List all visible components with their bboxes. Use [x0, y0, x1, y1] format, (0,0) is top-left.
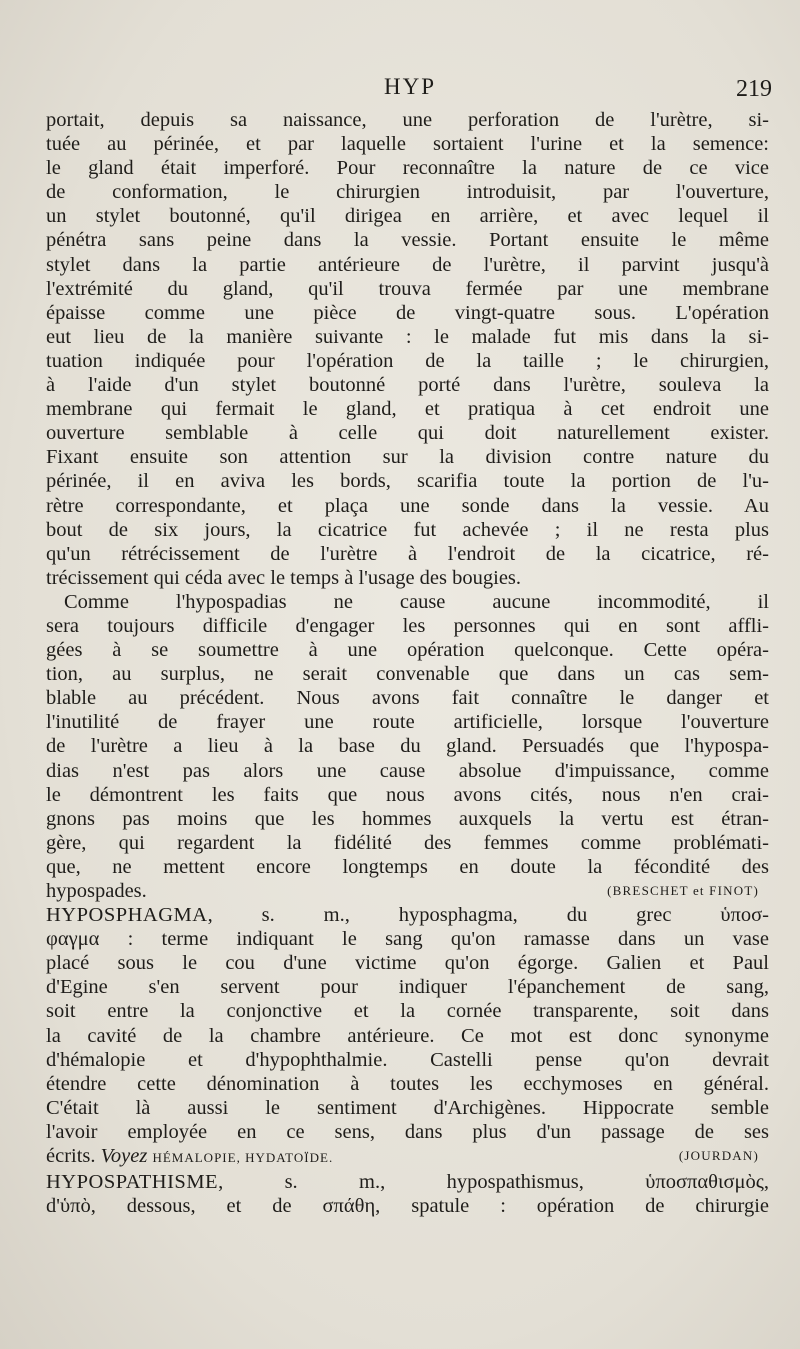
author-signature: (BRESCHET et FINOT) — [607, 883, 759, 898]
hypospadias-paragraph-1 — [46, 108, 769, 590]
text-fragment: hypospades. — [46, 880, 147, 902]
entry-headword: HYPOSPHAGMA — [46, 904, 208, 927]
text-line: d'ὑπὸ, dessous, et de σπάθη, spatule : opération de chirurgie — [46, 1195, 769, 1218]
text-line: eut lieu de la manière suivante : le malade fut mis dans la si- — [46, 325, 769, 348]
text-line: soit entre la conjonctive et la cornée transparente, soit dans — [46, 1000, 769, 1023]
text-line: la cavité de la chambre antérieure. Ce mot est donc synonyme — [46, 1024, 769, 1047]
running-head: HYP — [383, 74, 436, 99]
text-line — [46, 1144, 769, 1170]
text-line: à l'aide d'un stylet boutonné porté dans l'urètre, souleva la — [46, 374, 769, 397]
text-line: l'inutilité de frayer une route artificielle, lorsque l'ouverture — [46, 711, 769, 734]
hypospadias-paragraph-2 — [46, 590, 769, 903]
text-line: pénétra sans peine dans la vessie. Portant ensuite le même — [46, 229, 769, 252]
see-also-label: Voyez — [100, 1145, 148, 1168]
text-line: portait, depuis sa naissance, une perforation de l'urètre, si- — [46, 109, 769, 131]
text-line: qu'un rétrécissement de l'urètre à l'endroit de la cicatrice, ré- — [46, 542, 769, 565]
page-header — [48, 74, 772, 106]
entry-headword: HYPOSPATHISME — [46, 1171, 219, 1194]
page-body — [46, 108, 769, 1218]
text-line: gère, qui regardent la fidélité des femmes comme problémati- — [46, 831, 769, 854]
text-line: Comme l'hypospadias ne cause aucune incommodité, il — [64, 590, 769, 613]
see-also-references: HÉMALOPIE, HYDATOÏDE. — [152, 1150, 334, 1166]
text-fragment: , s. m., hyposphagma, du grec ὑποσ- — [207, 904, 769, 927]
text-line: placé sous le cou d'une victime qu'on égorge. Galien et Paul — [46, 952, 769, 975]
text-line: un stylet boutonné, qu'il dirigea en arrière, et avec lequel il — [46, 205, 769, 228]
text-line: l'extrémité du gland, qu'il trouva fermée par une membrane — [46, 277, 769, 300]
text-fragment: écrits. — [46, 1145, 96, 1168]
entry-hyposphagma — [46, 903, 769, 1170]
text-line: tuée au périnée, et par laquelle sortaient l'urine et la semence: — [46, 133, 769, 156]
text-line: tuation indiquée pour l'opération de la taille ; le chirurgien, — [46, 349, 769, 372]
text-line — [46, 903, 769, 927]
text-line: sera toujours difficile d'engager les personnes qui en sont affli- — [46, 614, 769, 637]
text-line: bout de six jours, la cicatrice fut achevée ; il ne resta plus — [46, 518, 769, 541]
text-line: le démontrent les faits que nous avons cités, nous n'en crai- — [46, 783, 769, 806]
text-line: Fixant ensuite son attention sur la division contre nature du — [46, 446, 769, 469]
text-line: d'hémalopie et d'hypophthalmie. Castelli pense qu'on devrait — [46, 1048, 769, 1071]
text-line: rètre correspondante, et plaça une sonde dans la vessie. Au — [46, 494, 769, 517]
text-line: blable au précédent. Nous avons fait connaître le danger et — [46, 687, 769, 710]
text-line: membrane qui fermait le gland, et pratiqua à cet endroit une — [46, 398, 769, 421]
text-line — [46, 1170, 769, 1194]
author-signature: (JOURDAN) — [678, 1148, 759, 1164]
text-line: tion, au surplus, ne serait convenable que dans un cas sem- — [46, 663, 769, 686]
text-line: de conformation, le chirurgien introduisit, par l'ouverture, — [46, 181, 769, 204]
page-number: 219 — [736, 76, 772, 102]
text-line: gées à se soumettre à une opération quelconque. Cette opéra- — [46, 639, 769, 662]
text-line: l'avoir employée en ce sens, dans plus d'un passage de ses — [46, 1120, 769, 1143]
entry-hypospathisme — [46, 1170, 769, 1218]
text-line: périnée, il en aviva les bords, scarifia toute la portion de l'u- — [46, 470, 769, 493]
text-line: gnons pas moins que les hommes auxquels la vertu est étran- — [46, 807, 769, 830]
text-fragment: , s. m., hypospathismus, ὑποσπαθισμὸς, — [218, 1171, 769, 1194]
text-line: étendre cette dénomination à toutes les ecchymoses en général. — [46, 1072, 769, 1095]
text-line: de l'urètre a lieu à la base du gland. Persuadés que l'hypospa- — [46, 735, 769, 758]
text-line: ouverture semblable à celle qui doit naturellement exister. — [46, 422, 769, 445]
text-line — [46, 879, 769, 903]
text-line: le gland était imperforé. Pour reconnaître la nature de ce vice — [46, 157, 769, 180]
text-line: que, ne mettent encore longtemps en doute la fécondité des — [46, 855, 769, 878]
text-line: stylet dans la partie antérieure de l'urètre, il parvint jusqu'à — [46, 253, 769, 276]
text-line: d'Egine s'en servent pour indiquer l'épanchement de sang, — [46, 976, 769, 999]
text-line: trécissement qui céda avec le temps à l'usage des bougies. — [46, 566, 522, 589]
text-line: dias n'est pas alors une cause absolue d'impuissance, comme — [46, 759, 769, 782]
text-line: épaisse comme une pièce de vingt-quatre sous. L'opération — [46, 301, 769, 324]
text-line: φαγμα : terme indiquant le sang qu'on ramasse dans un vase — [46, 928, 769, 951]
text-line: C'était là aussi le sentiment d'Archigènes. Hippocrate semble — [46, 1096, 769, 1119]
